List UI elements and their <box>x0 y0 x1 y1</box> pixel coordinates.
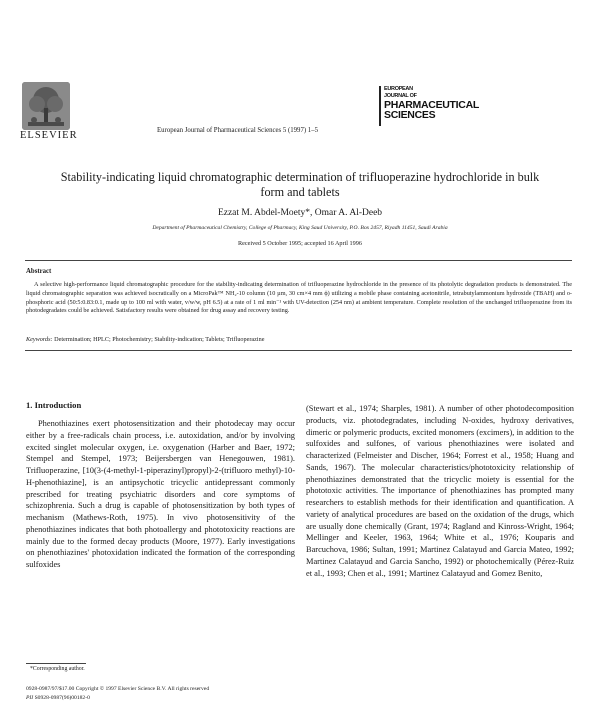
article-title: Stability-indicating liquid chromatographic determination of trifluoperazine hydrochloride in bulk form and tablets <box>60 170 540 199</box>
pii-line <box>26 695 90 701</box>
body-left-column <box>26 418 295 571</box>
keywords-list: Determination; HPLC; Photochemistry; Stability-indication; Tablets; Trifluoperazine <box>54 336 265 343</box>
body-right-column <box>306 403 574 579</box>
article-authors: Ezzat M. Abdel-Moety*, Omar A. Al-Deeb <box>217 208 383 218</box>
pii-label: PII <box>26 695 34 701</box>
pii-value: S0928-0987(96)00182-0 <box>34 695 90 701</box>
received-dates: Received 5 October 1995; accepted 16 April 1996 <box>238 240 362 247</box>
journal-name-line-3: SCIENCES <box>384 109 436 121</box>
journal-name-line-1: EUROPEAN JOURNAL OF <box>384 86 417 99</box>
tree-icon <box>22 82 70 130</box>
abstract-text: A selective high-performance liquid chromatographic procedure for the stability-indicating determination of trifluoperazine hydrochloride in the presence of its photolytic degradation products is demonstrated. The liquid chromatographic separation was achieved isocratically on a MicroPak™ NH₂-10 column (10 µm, 30 cm×4 mm ϕ) utilizing a mobile phase containing acetonitrile, tetrabutylammonium hydroxide (TBAH) and o-phosphoric acid (50:5:0.83:0.1, made up to 100 ml with water, v/w/w, pH 6.5) at a rate of 1 ml min⁻¹ with UV-detection (254 nm) at ambient temperature. Complete resolution of the unchanged trifluoperazine from its photodegradates could be achieved. Satisfactory results were obtained for drug assay and recovery testing. <box>26 281 572 315</box>
abstract-heading: Abstract <box>26 268 52 275</box>
journal-reference: European Journal of Pharmaceutical Sciences 5 (1997) 1–5 <box>157 127 318 134</box>
divider-top <box>25 260 572 261</box>
author-affiliation: Department of Pharmaceutical Chemistry, College of Pharmacy, King Saud University, P.O. Box 2457, Riyadh 11451, Saudi Arabia <box>152 225 448 231</box>
elsevier-tree-logo <box>22 82 70 130</box>
keywords-line <box>26 336 572 343</box>
intro-paragraph-left: Phenothiazines exert photosensitization and their photodecay may occur either by a free-radicals chain process, i.e. autoxidation, and/or by involving excited singlet molecular oxygen, i.e. oxygenation (Harber and Baer, 1972; Stempel and Stempel, 1973; Beijersbergen van Henegouwen, 1981). Trifluoperazine, [10(3-(4-methyl-1-piperazinyl)propyl)-2-(trifluoro methyl)-10-H-phenothiazine], is an antipsychotic tricyclic antidepressant commonly prescribed for treating psychiatric disorders and core symptoms of schizophrenia. Such a drug is capable of photosensitization by both types of mechanism (Mathews-Roth, 1975). In vivo photosensitivity of the phenothiazines indicates that both photoallergy and phototoxicity reactions are mainly due to the formed decay products (Moore, 1977). Early investigations on phenothiazines' photoxidation indicated the formation of the corresponding sulfoxides <box>26 419 295 569</box>
intro-paragraph-right: (Stewart et al., 1974; Sharples, 1981). A number of other photodecomposition products, viz. photodegradates, including N-oxides, hydroxy derivatives, dimeric or polymeric products, excited monomers (excimers), in addition to the sulfoxides and sulfones, of various phenothiazines were isolated and characterized (Felmeister and Discher, 1964; Forrest et al., 1958; Huang and Sands, 1967). The molecular characteristics/phototoxicity relationship of phenothiazines demonstrated that the tricyclic moiety is essential for the phototoxic activities. The importance of phenothiazines has prompted many researchers to establish methods for their identification and quantification. A variety of analytical procedures are based on the oxidation of the drugs, which are usually done chemically (Grant, 1974; Ragland and Kinross-Wright, 1964; Mellinger and Keeler, 1963, 1964; White et al., 1976; Kouparis and Barcuchova, 1986; Sultan, 1991; Martinez Calatayud and Garcia Mateo, 1992; Martinez Calatayud and Garcia Sancho, 1992) or photochemically (Pérez-Ruiz et al., 1993; Chen et al., 1991; Martinez Calatayud and Gomez Benito, <box>306 404 574 578</box>
copyright-line: 0928-0987/97/$17.00 Copyright © 1997 Elsevier Science B.V. All rights reserved <box>26 686 210 692</box>
publisher-name: ELSEVIER <box>20 130 78 141</box>
footnote-rule <box>26 663 86 664</box>
journal-logo <box>379 86 479 126</box>
section-heading-introduction: 1. Introduction <box>26 400 82 410</box>
journal-name-line-2: PHARMACEUTICAL <box>384 99 479 111</box>
corresponding-author-footnote: *Corresponding author. <box>30 666 85 672</box>
keywords-label: Keywords: <box>26 336 53 343</box>
divider-bottom <box>25 350 572 351</box>
